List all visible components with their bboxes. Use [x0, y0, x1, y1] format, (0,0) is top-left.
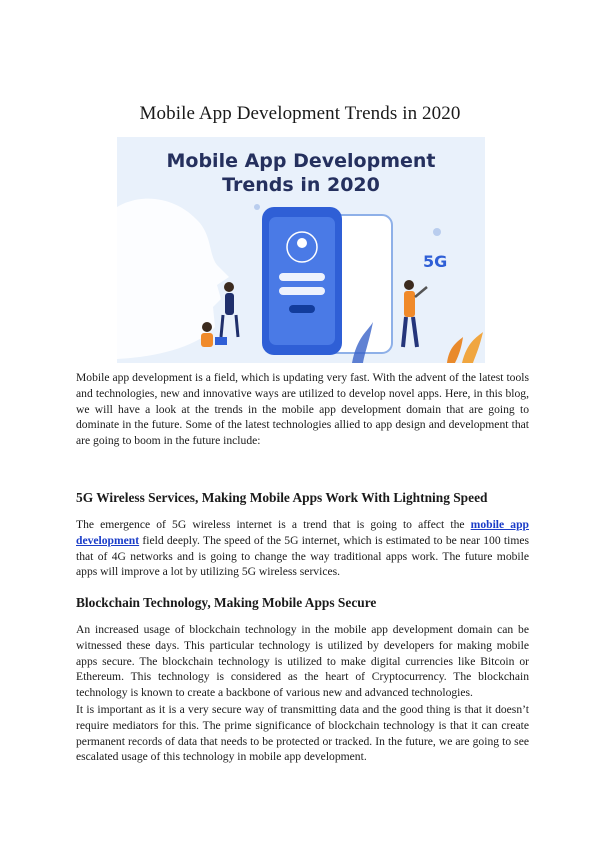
section-5g-paragraph: [76, 517, 529, 580]
man-head: [404, 280, 414, 290]
woman-body: [225, 293, 234, 315]
intro-paragraph: Mobile app development is a field, which is updating very fast. With the advent of the latest tools and technologies, new and innovative ways are utilized to develop novel apps. Here, in this blog, we will have a look at the trends in the mobile app development domain that are going to dominate in the future. Some of the latest technologies allied to app design and development that are going to boom in the future include:: [76, 371, 529, 448]
boy-head: [202, 322, 212, 332]
decor-dot: [433, 228, 441, 236]
blockchain-paragraph-1: An increased usage of blockchain technology in the mobile app development domain can be witnessed these days. This particular technology is utilized by developers for making mobile apps secure. The blockchain technology is utilized to make digital currencies like Bitcoin or Ethereum. This technology is considered as the heart of Cryptocurrency. The blockchain technology is known to create a backbone of various new and advanced technologies.: [76, 623, 529, 700]
mobile-app-development-link[interactable]: mobile app development: [76, 518, 529, 547]
password-field-shape: [279, 287, 325, 295]
section-heading-blockchain: Blockchain Technology, Making Mobile Apps Secure: [76, 595, 377, 610]
user-avatar-head: [297, 238, 307, 248]
login-field-shape: [279, 273, 325, 281]
decor-dot: [254, 204, 260, 210]
blockchain-paragraph-2: It is important as it is a very secure way of transmitting data and the good thing is that it doesn’t require mediators for this. The prime significance of blockchain technology is that it can create permanent records of data that needs to be protected or tracked. In the future, we are going to see escalated usage of this technology in mobile app development.: [76, 703, 529, 764]
badge-5g: 5G: [423, 252, 448, 271]
login-button-shape: [289, 305, 315, 313]
hero-illustration-svg: [117, 137, 485, 363]
section-heading-5g: 5G Wireless Services, Making Mobile Apps Work With Lightning Speed: [76, 490, 488, 505]
hero-heading-line2: Trends in 2020: [222, 174, 380, 196]
section-5g-text-end: field deeply. The speed of the 5G internet, which is estimated to be near 100 times that of 4G networks and is going to change the way traditional apps work. The future mobile apps will improve a lot by utilizing 5G wireless services.: [76, 533, 529, 579]
woman-head: [224, 282, 234, 292]
man-body: [404, 291, 415, 317]
laptop-icon: [215, 337, 227, 345]
page-title: Mobile App Development Trends in 2020: [139, 103, 461, 124]
section-5g-text-start: The emergence of 5G wireless internet is a trend that is going to affect the: [76, 518, 471, 531]
boy-body: [201, 333, 213, 347]
hero-illustration: [117, 137, 485, 363]
hero-heading-line1: Mobile App Development: [166, 150, 436, 172]
